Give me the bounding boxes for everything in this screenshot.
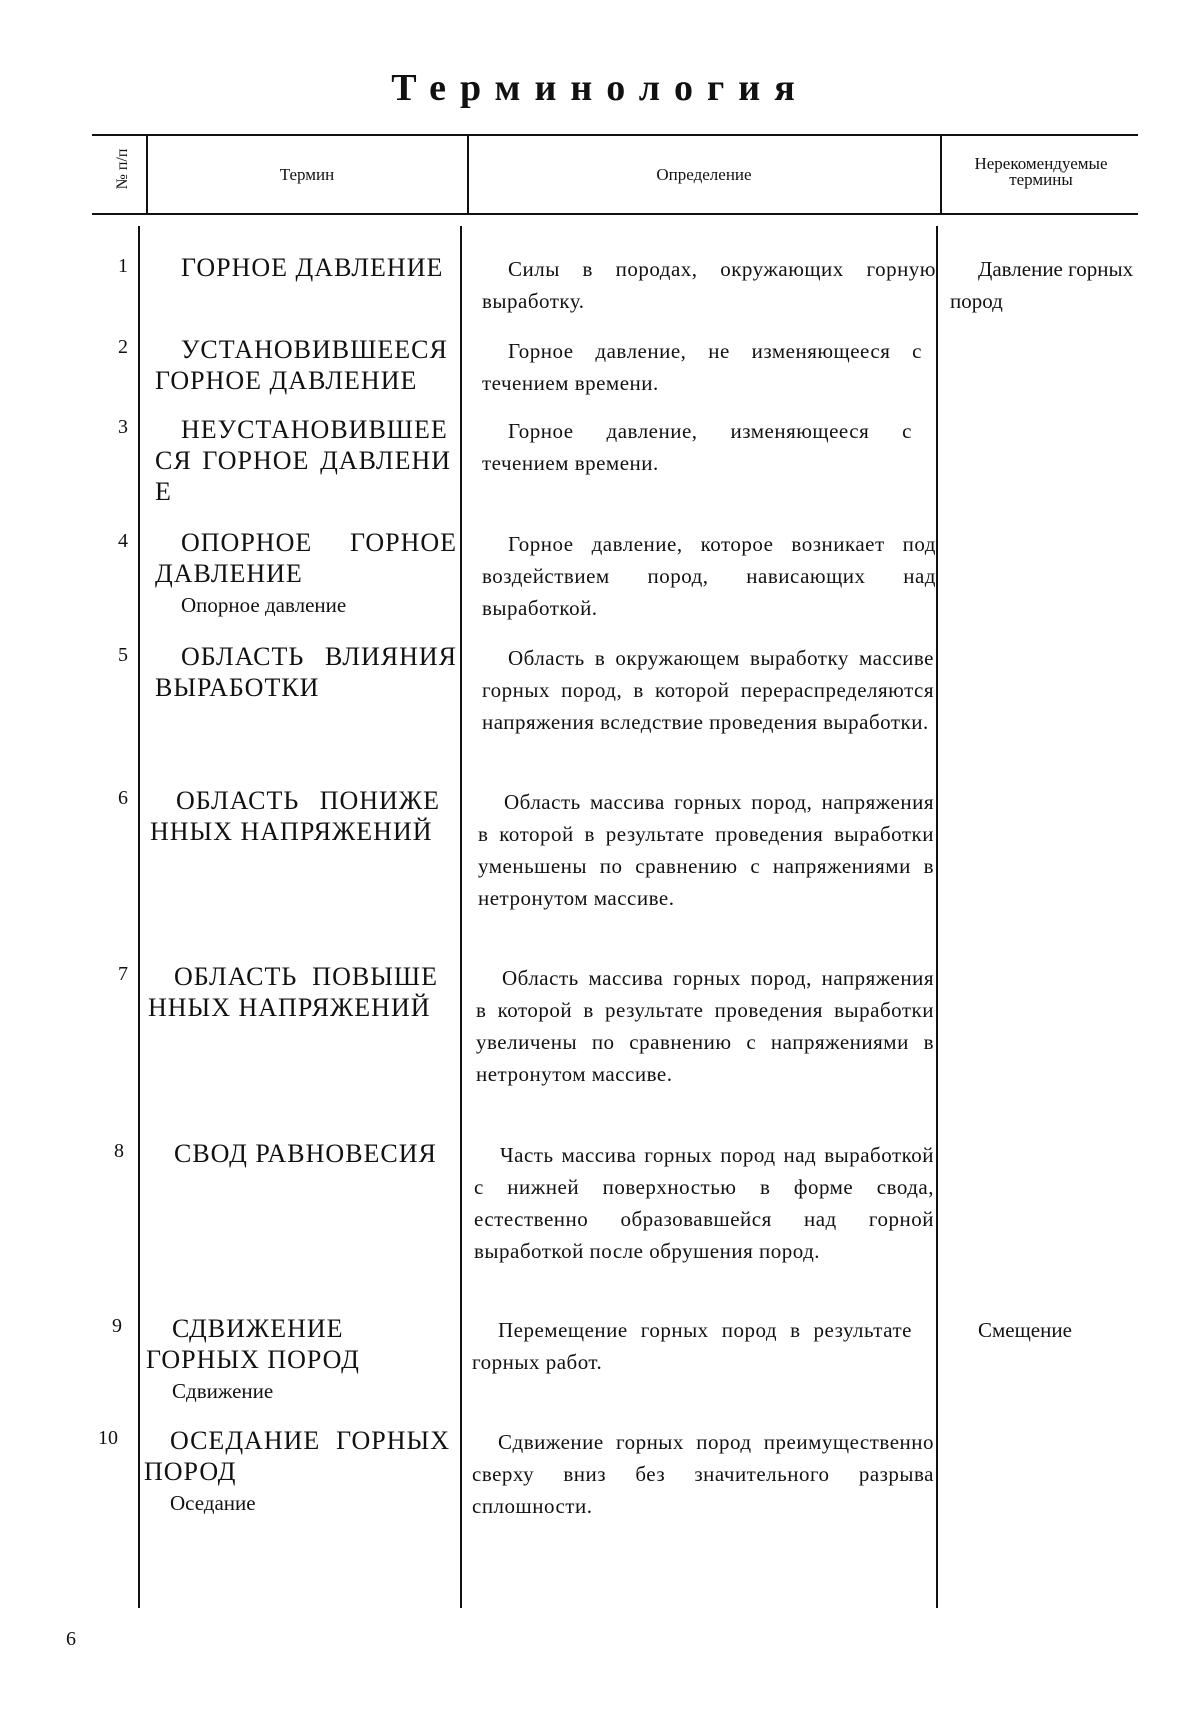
table-header-rule <box>92 213 1138 215</box>
term-text: ОСЕДАНИЕ ГОРНЫХ ПОРОД <box>144 1426 450 1486</box>
row-number: 10 <box>98 1427 118 1449</box>
row-number: 7 <box>118 963 128 985</box>
term-cell <box>150 785 440 847</box>
term-text: ОБЛАСТЬ ПОНИЖЕННЫХ НАПРЯЖЕНИЙ <box>150 786 440 846</box>
row-number: 4 <box>118 530 128 552</box>
column-divider-3 <box>940 134 942 214</box>
term-cell <box>144 1425 450 1519</box>
term-short-form: Опорное давление <box>181 593 347 617</box>
term-text: НЕУСТАНОВИВШЕЕСЯ ГОРНОЕ ДАВЛЕНИЕ <box>155 415 451 506</box>
column-divider-3-body <box>936 226 938 1608</box>
header-definition: Определение <box>656 165 752 184</box>
row-number: 1 <box>118 255 128 277</box>
term-cell <box>155 334 451 396</box>
term-text: ОБЛАСТЬ ВЛИЯНИЯ ВЫРАБОТКИ <box>155 642 457 702</box>
term-text: ГОРНОЕ ДАВЛЕНИЕ <box>181 253 444 282</box>
definition-cell: Перемещение горных пород в результате горных работ. <box>472 1318 912 1374</box>
page-title: Терминология <box>391 67 809 109</box>
term-text: СВОД РАВНОВЕСИЯ <box>174 1139 437 1168</box>
term-text: ОПОРНОЕ ГОРНОЕ ДАВЛЕНИЕ <box>155 528 457 588</box>
header-term: Термин <box>279 165 335 184</box>
column-divider-1-body <box>138 226 140 1608</box>
definition-cell: Часть массива горных пород над выработкой с нижней поверхностью в форме свода, естественно образовавшейся над горной выработкой после обрушения пород. <box>474 1143 934 1263</box>
header-num: № п/п <box>114 148 131 190</box>
row-number: 9 <box>112 1315 122 1337</box>
term-cell <box>155 252 463 283</box>
term-cell <box>146 1313 436 1407</box>
term-cell <box>155 641 457 703</box>
page-number: 6 <box>66 1628 76 1650</box>
table-top-rule <box>92 134 1138 136</box>
row-number: 3 <box>118 416 128 438</box>
term-short-form: Оседание <box>170 1491 256 1515</box>
row-number: 5 <box>118 644 128 666</box>
term-text: СДВИЖЕНИЕ ГОРНЫХ ПОРОД <box>146 1314 360 1374</box>
row-number: 2 <box>118 336 128 358</box>
not-recommended-cell: Давление горных пород <box>950 257 1134 313</box>
term-cell <box>155 527 457 621</box>
definition-cell: Сдвижение горных пород преимущественно сверху вниз без значительного разрыва сплошности. <box>472 1430 934 1518</box>
definition-cell: Область массива горных пород, напряжения в которой в результате проведения выработки уменьшены по сравнению с напряжениями в нетронутом массиве. <box>478 790 934 910</box>
definition-cell: Область в окружающем выработку массиве горных пород, в которой перераспределяются напряжения вследствие проведения выработки. <box>482 646 934 734</box>
not-recommended-cell: Смещение <box>978 1318 1072 1342</box>
definition-cell: Горное давление, изменяющееся с течением времени. <box>482 419 912 475</box>
row-number: 8 <box>114 1140 124 1162</box>
definition-cell: Горное давление, не изменяющееся с течением времени. <box>482 339 922 395</box>
definition-cell: Область массива горных пород, напряжения в которой в результате проведения выработки увеличены по сравнению с напряжениями в нетронутом массиве. <box>476 966 934 1086</box>
term-cell <box>155 414 451 507</box>
term-text: УСТАНОВИВШЕЕСЯ ГОРНОЕ ДАВЛЕНИЕ <box>155 335 448 395</box>
row-number: 6 <box>118 787 128 809</box>
term-short-form: Сдвижение <box>172 1379 274 1403</box>
definition-cell: Горное давление, которое возникает под воздействием пород, нависающих над выработкой. <box>482 532 936 620</box>
term-text: ОБЛАСТЬ ПОВЫШЕННЫХ НАПРЯЖЕНИЙ <box>148 962 438 1022</box>
term-cell <box>148 1138 458 1169</box>
term-cell <box>148 961 438 1023</box>
header-not-recommended: Нерекомендуемые термины <box>974 154 1108 189</box>
column-divider-2-body <box>460 226 462 1608</box>
definition-cell: Силы в породах, окружающих горную выработку. <box>482 257 936 313</box>
